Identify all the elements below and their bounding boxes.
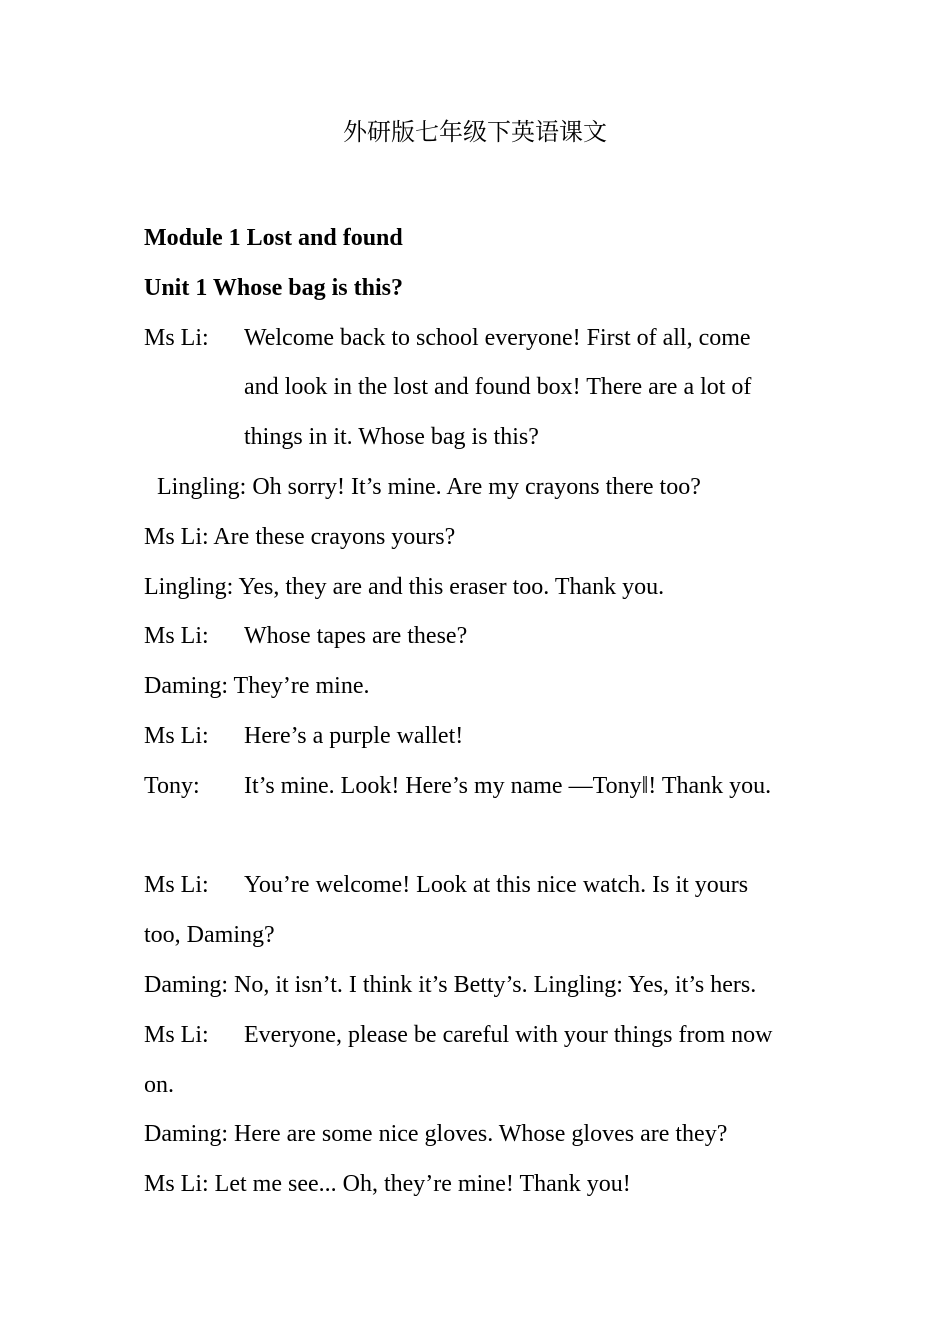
speaker-label: Tony: bbox=[144, 772, 200, 799]
unit-heading: Unit 1 Whose bag is this? bbox=[144, 274, 403, 301]
dialogue-line bbox=[144, 363, 844, 413]
dialogue-line bbox=[144, 712, 844, 762]
dialogue-line bbox=[144, 1160, 844, 1210]
dialogue-text: Daming: They’re mine. bbox=[144, 673, 370, 700]
dialogue-text: too, Daming? bbox=[144, 922, 275, 949]
speaker-label: Ms Li: bbox=[144, 872, 209, 899]
dialogue-line bbox=[144, 563, 844, 613]
speaker-label: Ms Li: bbox=[144, 623, 209, 650]
dialogue-text: Here’s a purple wallet! bbox=[244, 722, 464, 749]
document-title: 外研版七年级下英语课文 bbox=[343, 118, 607, 146]
dialogue-text: Whose tapes are these? bbox=[244, 623, 468, 650]
paragraph-spacer bbox=[144, 812, 844, 862]
dialogue-text: Lingling: Yes, they are and this eraser too. Thank you. bbox=[144, 573, 665, 600]
dialogue-text: Ms Li: Are these crayons yours? bbox=[144, 523, 456, 550]
dialogue-text: Daming: No, it isn’t. I think it’s Betty’s. Lingling: Yes, it’s hers. bbox=[144, 971, 757, 998]
dialogue-line bbox=[144, 314, 844, 364]
document-body bbox=[144, 214, 844, 1210]
dialogue-text: Ms Li: Let me see... Oh, they’re mine! Thank you! bbox=[144, 1171, 631, 1198]
dialogue-text: You’re welcome! Look at this nice watch. Is it yours bbox=[244, 872, 749, 899]
dialogue-line bbox=[144, 662, 844, 712]
dialogue-line bbox=[144, 762, 844, 812]
dialogue-line bbox=[144, 513, 844, 563]
speaker-label: Ms Li: bbox=[144, 324, 209, 351]
dialogue-text: It’s mine. Look! Here’s my name ―Tony‖! Thank you. bbox=[244, 772, 772, 799]
module-heading: Module 1 Lost and found bbox=[144, 225, 403, 251]
speaker-label: Ms Li: bbox=[144, 722, 209, 749]
dialogue-line bbox=[144, 961, 844, 1011]
dialogue-line bbox=[144, 911, 844, 961]
dialogue-text: Lingling: Oh sorry! It’s mine. Are my crayons there too? bbox=[157, 473, 701, 500]
dialogue-text: things in it. Whose bag is this? bbox=[244, 424, 539, 451]
speaker-label: Ms Li: bbox=[144, 1021, 209, 1048]
dialogue-text: and look in the lost and found box! There are a lot of bbox=[244, 374, 752, 401]
dialogue-text: Everyone, please be careful with your things from now bbox=[244, 1021, 773, 1048]
dialogue-line bbox=[144, 413, 844, 463]
dialogue-text: on. bbox=[144, 1071, 174, 1098]
dialogue-line bbox=[144, 1061, 844, 1111]
dialogue-line bbox=[144, 463, 844, 513]
dialogue-text: Daming: Here are some nice gloves. Whose gloves are they? bbox=[144, 1121, 728, 1148]
dialogue-text: Welcome back to school everyone! First of all, come bbox=[244, 324, 751, 351]
dialogue-line bbox=[144, 861, 844, 911]
dialogue-line bbox=[144, 1011, 844, 1061]
dialogue-line bbox=[144, 612, 844, 662]
dialogue-line bbox=[144, 1110, 844, 1160]
